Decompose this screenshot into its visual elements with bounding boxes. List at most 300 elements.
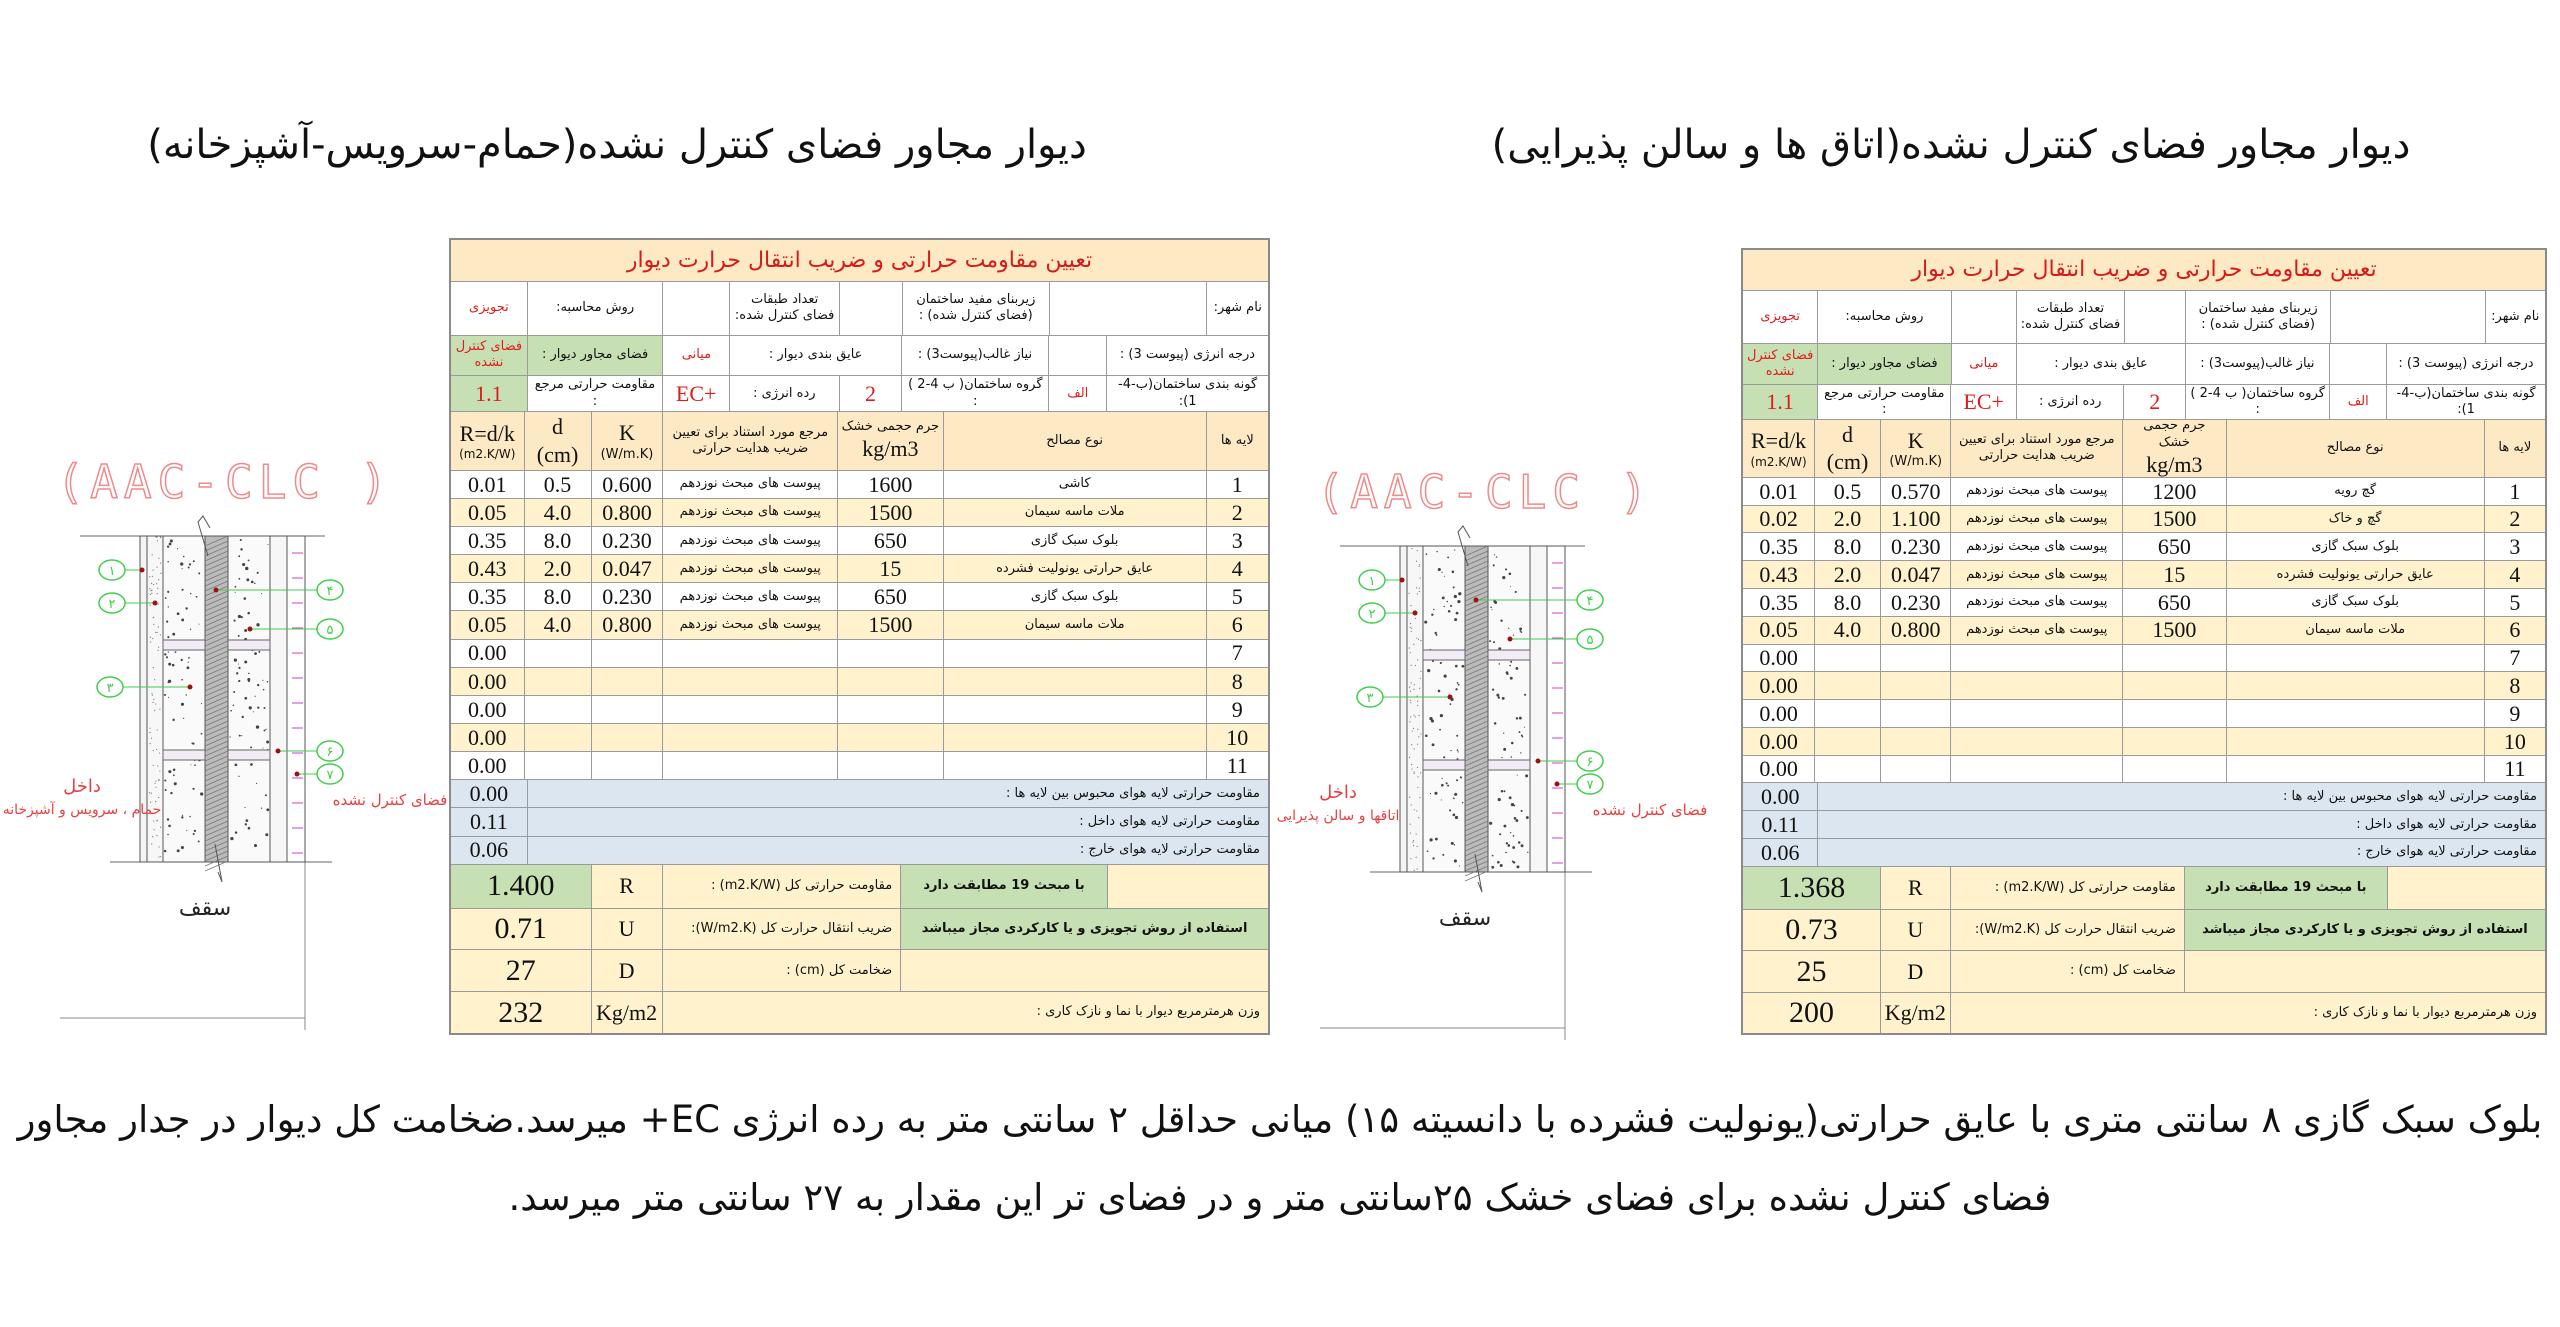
reference: پیوست های مبحث نوزدهم	[1951, 617, 2123, 644]
plaster-dot	[152, 702, 153, 703]
plaster-dot	[149, 792, 150, 793]
aggregate-dot	[230, 710, 232, 712]
leader-dot	[276, 749, 281, 754]
aggregate-dot	[190, 629, 191, 630]
aggregate-dot	[168, 697, 169, 698]
layer-row	[1743, 617, 2545, 645]
reference: پیوست های مبحث نوزدهم	[663, 499, 838, 526]
aggregate-dot	[1519, 628, 1522, 631]
density: 650	[838, 583, 943, 610]
plaster-dot	[1419, 591, 1420, 592]
plaster-dot	[1417, 659, 1418, 660]
aggregate-dot	[1459, 865, 1460, 866]
aggregate-dot	[1521, 844, 1524, 847]
conductivity: 0.230	[592, 527, 664, 554]
layer-number: 3	[1231, 527, 1243, 553]
aggregate-dot	[1489, 640, 1491, 642]
aggregate-dot	[1515, 667, 1518, 670]
conductivity	[1881, 756, 1952, 783]
plaster-dot	[159, 752, 160, 753]
aggregate-dot	[167, 561, 168, 562]
aggregate-dot	[194, 764, 196, 766]
aggregate-dot	[1457, 749, 1459, 751]
material: عایق حرارتی یونولیت فشرده	[2227, 561, 2485, 588]
mortar-joint	[1488, 650, 1530, 660]
density	[2123, 672, 2226, 699]
layer-number: 1	[2509, 478, 2521, 504]
aggregate-dot	[1454, 549, 1455, 550]
marker-number: ۲	[1368, 607, 1376, 622]
aggregate-dot	[245, 567, 248, 570]
aggregate-dot	[248, 673, 250, 675]
material: بلوک سبک گازی	[2227, 589, 2485, 616]
ceiling-label: سقف	[178, 896, 232, 921]
plaster-dot	[150, 743, 151, 744]
material: ملات ماسه سیمان	[944, 499, 1207, 526]
layer-row	[1743, 561, 2545, 589]
aggregate-dot	[233, 704, 235, 706]
aggregate-dot	[173, 768, 176, 771]
aggregate-dot	[1443, 756, 1445, 758]
marker-number: ۱	[1368, 574, 1376, 589]
block-layer	[1488, 546, 1530, 872]
marker-number: ۳	[106, 681, 114, 696]
thickness: 8.0	[1815, 533, 1881, 560]
wall-calc-table-dry	[1741, 248, 2547, 1035]
header-d	[525, 412, 592, 470]
plaster-dot	[150, 637, 151, 638]
plaster-dot	[153, 617, 154, 618]
aggregate-dot	[189, 563, 191, 565]
aggregate-dot	[1438, 690, 1441, 693]
layer-number: 5	[2509, 589, 2521, 615]
reference: پیوست های مبحث نوزدهم	[1951, 478, 2123, 505]
aggregate-dot	[248, 827, 251, 830]
plaster-dot	[149, 588, 150, 589]
aggregate-dot	[1453, 586, 1455, 588]
aggregate-dot	[238, 680, 240, 682]
density	[838, 668, 943, 695]
aggregate-dot	[1433, 744, 1434, 745]
aggregate-dot	[243, 597, 246, 600]
aggregate-dot	[233, 691, 235, 693]
plaster-dot	[1417, 776, 1418, 777]
plaster-dot	[1411, 768, 1412, 769]
inside-label: داخل	[1319, 782, 1357, 803]
aggregate-dot	[233, 620, 235, 622]
marker-number: ۶	[326, 745, 334, 760]
adjacent-space-label: فضای مجاور دیوار :	[528, 336, 664, 376]
aggregate-dot	[1515, 819, 1518, 822]
aggregate-dot	[1433, 609, 1434, 610]
header-density-unit: kg/m3	[2146, 451, 2203, 477]
aggregate-dot	[1510, 832, 1511, 833]
aggregate-dot	[188, 657, 190, 659]
aggregate-dot	[250, 763, 253, 766]
layer-number: 7	[2509, 645, 2521, 671]
aggregate-dot	[194, 830, 196, 832]
aggregate-dot	[175, 651, 177, 653]
reference-resistance-label: مقاومت حرارتی مرجع :	[528, 376, 663, 411]
aggregate-dot	[255, 696, 256, 697]
mortar-joint	[228, 750, 270, 760]
plaster-dot	[1413, 715, 1414, 716]
thickness: 2.0	[525, 555, 592, 582]
layer-number: 11	[1226, 753, 1248, 779]
layer-row	[451, 555, 1268, 583]
energy-grade-label: درجه انرژی (پیوست 3) :	[1119, 347, 1256, 363]
r-value: 0.00	[1743, 728, 1815, 755]
d-unit: D	[1881, 951, 1951, 991]
plaster-dot	[1419, 564, 1420, 565]
aggregate-dot	[1454, 595, 1457, 598]
plaster-dot	[1410, 627, 1411, 628]
aggregate-dot	[1518, 841, 1521, 844]
need-value	[1049, 336, 1107, 376]
aggregate-dot	[182, 815, 183, 816]
r-value: 0.00	[451, 640, 525, 667]
plaster-dot	[1413, 728, 1414, 729]
aggregate-dot	[1449, 809, 1451, 811]
aggregate-dot	[190, 764, 191, 765]
aggregate-dot	[180, 562, 183, 565]
aggregate-dot	[1521, 631, 1523, 633]
mortar-joint	[163, 750, 205, 760]
material	[2227, 756, 2485, 783]
material	[944, 724, 1207, 751]
plaster-dot	[1410, 858, 1411, 859]
aggregate-dot	[190, 593, 191, 594]
leader-dot	[1508, 637, 1513, 642]
aggregate-dot	[1460, 776, 1462, 778]
aggregate-dot	[244, 660, 247, 663]
aggregate-dot	[257, 707, 259, 709]
density: 1200	[2123, 478, 2226, 505]
total-thickness-label: ضخامت کل (cm) :	[1951, 951, 2185, 991]
aggregate-dot	[1456, 735, 1458, 737]
plaster-dot	[1411, 804, 1412, 805]
total-u-label: ضریب انتقال حرارت کل (W/m2.K):	[663, 909, 902, 950]
aggregate-dot	[238, 667, 240, 669]
header-k-label: K	[619, 420, 635, 446]
wall-weight-label: وزن هرمترمربع دیوار با نما و نازک کاری :	[2313, 1004, 2537, 1020]
aggregate-dot	[1503, 733, 1504, 734]
plaster-dot	[1409, 721, 1410, 722]
aggregate-dot	[168, 770, 171, 773]
header-r-unit: (m2.K/W)	[1750, 454, 1807, 469]
aggregate-dot	[1427, 850, 1429, 852]
plaster-dot	[154, 710, 155, 711]
layer-row	[451, 696, 1268, 724]
aggregate-dot	[1448, 610, 1451, 613]
plaster-dot	[1413, 840, 1414, 841]
material: گچ و خاک	[2227, 506, 2485, 533]
plaster-dot	[153, 820, 154, 821]
mortar-joint	[1488, 760, 1530, 770]
layer-number: 2	[2509, 506, 2521, 532]
marker-number: ۶	[1586, 755, 1594, 770]
outer-layer	[1547, 546, 1565, 872]
aggregate-dot	[263, 707, 265, 709]
air-resistance-label: مقاومت حرارتی لایه هوای داخل :	[2356, 816, 2537, 832]
plaster-dot	[1417, 767, 1418, 768]
density	[838, 724, 943, 751]
thickness: 8.0	[1815, 589, 1881, 616]
aggregate-dot	[1510, 677, 1513, 680]
aggregate-dot	[1456, 612, 1459, 615]
thickness: 2.0	[1815, 561, 1881, 588]
aggregate-dot	[167, 546, 169, 548]
plaster-dot	[153, 584, 154, 585]
aggregate-dot	[1497, 861, 1500, 864]
aggregate-dot	[168, 825, 171, 828]
layer-row	[1743, 506, 2545, 534]
aggregate-dot	[1427, 669, 1430, 672]
header-row	[1743, 420, 2545, 478]
aggregate-dot	[193, 833, 195, 835]
aggregate-dot	[244, 629, 247, 632]
empty-cell	[2185, 951, 2545, 991]
adjacent-space-value: فضای کنترل نشده	[1743, 344, 1818, 383]
aggregate-dot	[1500, 620, 1502, 622]
aggregate-dot	[1502, 576, 1505, 579]
aggregate-dot	[1492, 609, 1493, 610]
aggregate-dot	[181, 816, 183, 818]
aggregate-dot	[1462, 665, 1465, 668]
plaster-dot	[154, 829, 155, 830]
plaster-dot	[1411, 628, 1412, 629]
layer-row	[451, 668, 1268, 696]
aggregate-dot	[1511, 742, 1514, 745]
aggregate-dot	[267, 544, 268, 545]
wall-weight-value: 200	[1743, 993, 1881, 1033]
aggregate-dot	[263, 689, 265, 691]
empty-cell	[663, 282, 730, 335]
plaster-layer	[1407, 546, 1423, 872]
r-value: 0.01	[1743, 478, 1815, 505]
header-d-unit: (cm)	[536, 441, 579, 467]
conductivity: 0.047	[1881, 561, 1952, 588]
plaster-dot	[160, 827, 161, 828]
aggregate-dot	[1527, 852, 1528, 853]
conductivity	[592, 752, 664, 779]
aggregate-dot	[167, 636, 169, 638]
aggregate-dot	[254, 844, 257, 847]
plaster-dot	[158, 856, 159, 857]
weight-unit: Kg/m2	[1881, 993, 1951, 1033]
aggregate-dot	[181, 679, 183, 681]
plaster-dot	[151, 693, 152, 694]
aggregate-dot	[165, 597, 167, 599]
aggregate-dot	[172, 719, 174, 721]
conductivity	[1881, 700, 1952, 727]
floors-label: تعداد طبقات فضای کنترل شده:	[2017, 291, 2124, 343]
aggregate-dot	[247, 612, 250, 615]
header-d-label: d	[552, 414, 564, 440]
leader-dot	[1448, 695, 1453, 700]
aggregate-dot	[1434, 792, 1437, 795]
aggregate-dot	[164, 694, 166, 696]
aggregate-dot	[1447, 785, 1449, 787]
aggregate-dot	[167, 834, 169, 836]
wall-weight-value: 232	[451, 992, 592, 1033]
aggregate-dot	[173, 774, 175, 776]
aggregate-dot	[1519, 731, 1521, 733]
plaster-dot	[1417, 729, 1418, 730]
aggregate-dot	[1444, 576, 1445, 577]
insulation-label: عایق بندی دیوار :	[730, 336, 902, 376]
plaster-dot	[1414, 809, 1415, 810]
conductivity: 0.800	[1881, 617, 1952, 644]
leader-dot	[1536, 759, 1541, 764]
plaster-dot	[1413, 845, 1414, 846]
plaster-dot	[1412, 841, 1413, 842]
r-unit: R	[592, 865, 663, 908]
plaster-dot	[1418, 639, 1419, 640]
total-r-label: مقاومت حرارتی کل (m2.K/W) :	[663, 865, 902, 908]
plaster-dot	[154, 679, 155, 680]
aggregate-dot	[170, 792, 172, 794]
conductivity: 0.230	[1881, 589, 1952, 616]
layer-number: 9	[1231, 696, 1243, 722]
marker-number: ۵	[326, 623, 334, 638]
floors-value	[2125, 291, 2187, 343]
layer-row	[1743, 533, 2545, 561]
aggregate-dot	[1450, 750, 1451, 751]
layer-number: 3	[2509, 534, 2521, 560]
material: ملات ماسه سیمان	[944, 611, 1207, 638]
layer-row	[1743, 700, 2545, 728]
reference	[1951, 672, 2123, 699]
aggregate-dot	[254, 582, 256, 584]
aggregate-dot	[1450, 605, 1452, 607]
thickness: 2.0	[1815, 506, 1881, 533]
layer-row	[451, 499, 1268, 527]
plaster-dot	[1419, 588, 1420, 589]
mortar-layer	[1530, 546, 1547, 872]
air-resistance-label: مقاومت حرارتی لایه هوای محبوس بین لایه ها :	[2283, 788, 2537, 804]
aggregate-dot	[198, 840, 200, 842]
header-density-unit: kg/m3	[862, 436, 919, 462]
thickness	[1815, 645, 1881, 672]
note-line-2: فضای کنترل نشده برای فضای خشک ۲۵سانتی متر و در فضای تر این مقدار به ۲۷ سانتی متر میرسد.	[508, 1176, 2052, 1219]
aggregate-dot	[256, 725, 259, 728]
plaster-dot	[1411, 631, 1412, 632]
plaster-dot	[1416, 857, 1417, 858]
conductivity: 0.800	[592, 499, 664, 526]
aggregate-dot	[234, 659, 237, 662]
r-value: 0.05	[1743, 617, 1815, 644]
plaster-dot	[151, 590, 152, 591]
plaster-dot	[157, 765, 158, 766]
layer-row	[1743, 728, 2545, 756]
plaster-dot	[160, 573, 161, 574]
reference: پیوست های مبحث نوزدهم	[1951, 561, 2123, 588]
floors-value	[840, 282, 903, 335]
aggregate-dot	[1506, 842, 1508, 844]
aggregate-dot	[248, 680, 250, 682]
aggregate-dot	[1462, 802, 1463, 803]
aggregate-dot	[1455, 665, 1458, 668]
aggregate-dot	[257, 572, 259, 574]
plaster-dot	[1420, 772, 1421, 773]
aggregate-dot	[1431, 614, 1433, 616]
plaster-dot	[1420, 678, 1421, 679]
r-value: 0.00	[1743, 672, 1815, 699]
need-label: نیاز غالب(پیوست3) :	[2186, 344, 2330, 383]
aggregate-dot	[1453, 797, 1455, 799]
aggregate-dot	[244, 697, 247, 700]
aggregate-dot	[1426, 553, 1428, 555]
aggregate-dot	[1510, 661, 1512, 663]
plaster-dot	[1417, 701, 1418, 702]
plaster-dot	[1413, 689, 1414, 690]
aggregate-dot	[186, 694, 187, 695]
aggregate-dot	[188, 662, 189, 663]
density: 1500	[2123, 617, 2226, 644]
plaster-dot	[151, 793, 152, 794]
aggregate-dot	[240, 539, 242, 541]
plaster-dot	[1411, 744, 1412, 745]
layer-number: 6	[1231, 612, 1243, 638]
floors-label: تعداد طبقات فضای کنترل شده:	[730, 282, 839, 335]
aggregate-dot	[193, 560, 195, 562]
plaster-dot	[157, 588, 158, 589]
building-group-label: گروه ساختمان( ب 4-2 ) :	[2186, 385, 2330, 419]
aggregate-dot	[265, 833, 268, 836]
plaster-dot	[1416, 587, 1417, 588]
aggregate-dot	[258, 651, 260, 653]
reference: پیوست های مبحث نوزدهم	[663, 471, 838, 498]
aggregate-dot	[1500, 864, 1503, 867]
reference	[663, 752, 838, 779]
plaster-dot	[156, 820, 157, 821]
plaster-dot	[1415, 618, 1416, 619]
r-value: 0.00	[1743, 645, 1815, 672]
result-row	[451, 992, 1268, 1033]
aggregate-dot	[1458, 592, 1461, 595]
need-value	[2330, 344, 2387, 383]
aggregate-dot	[169, 543, 172, 546]
layer-row	[451, 471, 1268, 499]
aggregate-dot	[1446, 601, 1448, 603]
r-value: 0.35	[1743, 589, 1815, 616]
material: عایق حرارتی یونولیت فشرده	[944, 555, 1207, 582]
aggregate-dot	[238, 776, 239, 777]
plaster-dot	[151, 738, 152, 739]
header-k-label: K	[1907, 427, 1924, 453]
leader-dot	[248, 627, 253, 632]
material	[944, 752, 1207, 779]
aggregate-dot	[1458, 751, 1459, 752]
info-row	[451, 336, 1268, 377]
aggregate-dot	[181, 846, 184, 849]
aggregate-dot	[181, 618, 184, 621]
header-material: نوع مصالح	[944, 412, 1207, 470]
material	[944, 696, 1207, 723]
thickness: 4.0	[1815, 617, 1881, 644]
insulation-value: میانی	[1952, 344, 2018, 383]
aggregate-dot	[174, 782, 177, 785]
aggregate-dot	[230, 837, 233, 840]
aggregate-dot	[1441, 572, 1442, 573]
aggregate-dot	[170, 539, 173, 542]
material	[2227, 728, 2485, 755]
aggregate-dot	[1520, 752, 1521, 753]
aggregate-dot	[1455, 816, 1458, 819]
plaster-dot	[156, 749, 157, 750]
method-value: تجویزی	[1743, 291, 1818, 343]
